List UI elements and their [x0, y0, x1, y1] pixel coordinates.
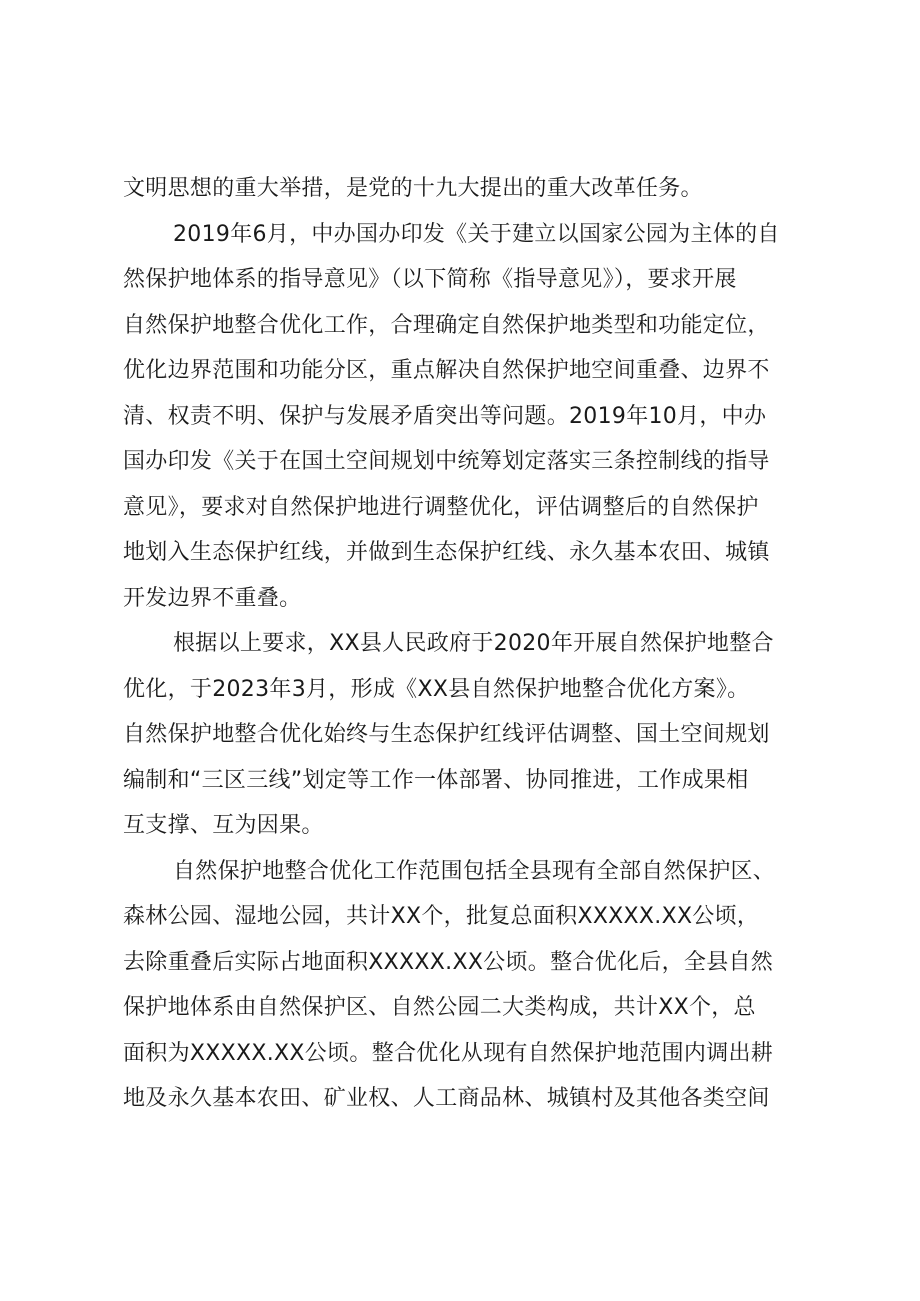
text-line: 根据以上要求，XX县人民政府于2020年开展自然保护地整合 [173, 631, 774, 656]
text-line: 保护地体系由自然保护区、自然公园二大类构成，共计XX个，总 [123, 995, 756, 1020]
paragraph-3 [123, 621, 813, 849]
paragraph-1 [123, 166, 813, 212]
text-line: 文明思想的重大举措，是党的十九大提出的重大改革任务。 [123, 176, 703, 201]
text-line: 2019年6月，中办国办印发《关于建立以国家公园为主体的自 [173, 221, 780, 247]
text-line: 意见》，要求对自然保护地进行调整优化，评估调整后的自然保护 [123, 494, 759, 520]
text-line: 然保护地体系的指导意见》（以下简称《指导意见》），要求开展 [123, 267, 737, 292]
body-text [123, 166, 813, 1122]
text-line: 自然保护地整合优化始终与生态保护红线评估调整、国土空间规划 [123, 722, 770, 747]
paragraph-2 [123, 212, 813, 622]
text-line: 优化，于2023年3月，形成《XX县自然保护地整合优化方案》。 [123, 676, 750, 702]
text-line: 森林公园、湿地公园，共计XX个，批复总面积XXXXX.XX公顷， [123, 904, 760, 929]
text-line: 优化边界范围和功能分区，重点解决自然保护地空间重叠、边界不 [123, 358, 770, 383]
text-line: 互支撑、互为因果。 [123, 813, 324, 838]
text-line: 去除重叠后实际占地面积XXXXX.XX公顷。整合优化后，全县自然 [123, 949, 774, 975]
text-line: 编制和“三区三线”划定等工作一体部署、协同推进，工作成果相 [123, 767, 749, 793]
paragraph-4 [123, 849, 813, 1122]
text-line: 国办印发《关于在国土空间规划中统筹划定落实三条控制线的指导 [123, 449, 770, 474]
text-line: 自然保护地整合优化工作，合理确定自然保护地类型和功能定位， [123, 312, 770, 338]
text-line: 地划入生态保护红线，并做到生态保护红线、永久基本农田、城镇 [123, 540, 770, 565]
text-line: 自然保护地整合优化工作范围包括全县现有全部自然保护区、 [173, 858, 776, 884]
text-line: 地及永久基本农田、矿业权、人工商品林、城镇村及其他各类空间 [123, 1086, 770, 1111]
text-line: 开发边界不重叠。 [123, 585, 302, 611]
text-line: 面积为XXXXX.XX公顷。整合优化从现有自然保护地范围内调出耕 [123, 1040, 774, 1066]
text-line: 清、权责不明、保护与发展矛盾突出等问题。2019年10月，中办 [123, 403, 767, 429]
